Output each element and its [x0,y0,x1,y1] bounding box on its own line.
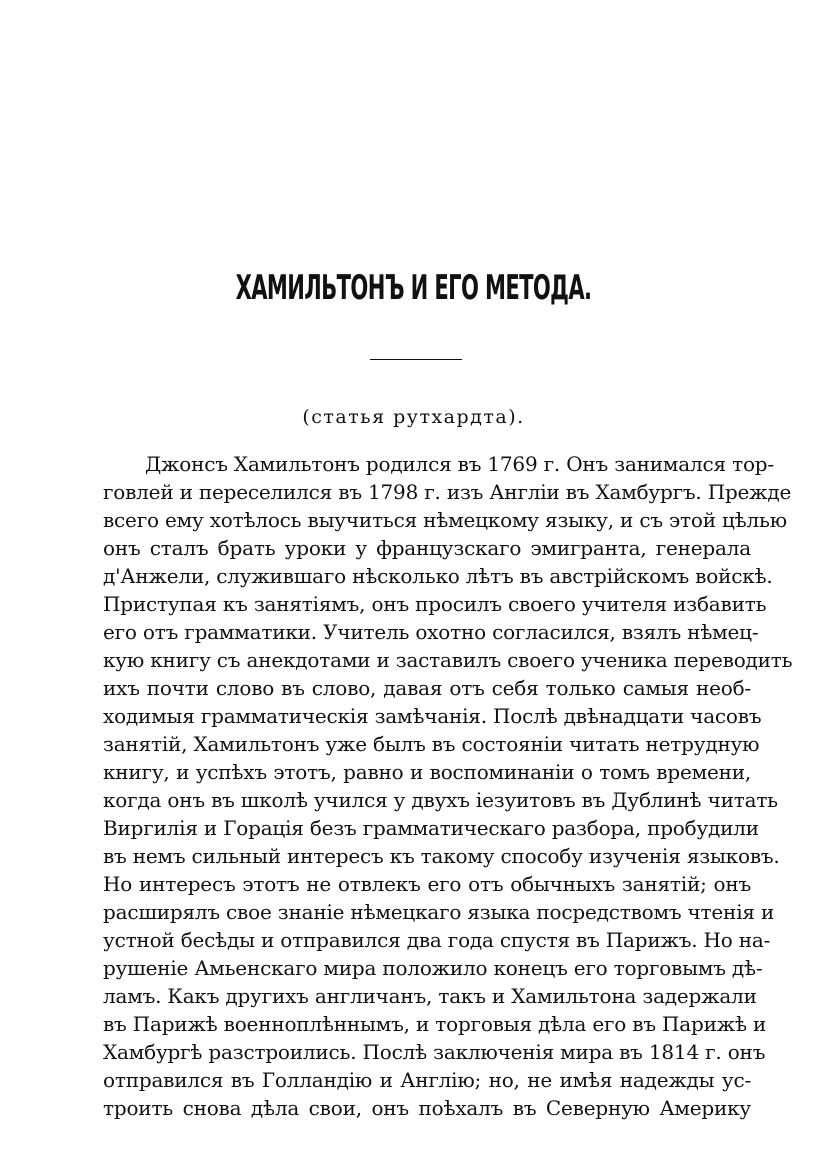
page-subtitle: (статья рутхардта). [302,406,525,428]
text-line: говлей и переселился въ 1798 г. изъ Англіи въ Хамбургъ. Прежде [103,480,792,504]
text-line: рушеніе Амьенскаго мира положило конецъ его торговымъ дѣ- [103,956,763,980]
title-divider [370,359,462,360]
text-line: д'Анжели, служившаго нѣсколько лѣтъ въ австрійскомъ войскѣ. [103,564,773,588]
body-paragraph [103,450,793,1122]
page-title: ХАМИЛЬТОНЪ И ЕГО МЕТОДА. [235,268,592,308]
text-line: Приступая къ занятіямъ, онъ просилъ своего учителя избавить [103,592,767,616]
text-line: устной бесѣды и отправился два года спустя въ Парижъ. Но на- [103,928,771,952]
text-line: ихъ почти слово въ слово, давая отъ себя только самыя необ- [103,676,751,700]
text-line: Джонсъ Хамильтонъ родился въ 1769 г. Онъ занимался тор- [145,452,774,476]
text-line: Но интересъ этотъ не отвлекъ его отъ обычныхъ занятій; онъ [103,872,751,896]
text-line: ламъ. Какъ другихъ англичанъ, такъ и Хамильтона задержали [103,984,757,1008]
text-line: расширялъ свое знаніе нѣмецкаго языка посредствомъ чтенія и [103,900,775,924]
text-line: всего ему хотѣлось выучиться нѣмецкому языку, и съ этой цѣлью [103,508,787,532]
text-line: въ немъ сильный интересъ къ такому способу изученія языковъ. [103,844,780,868]
text-line: занятій, Хамильтонъ уже былъ въ состояніи читать нетрудную [103,732,760,756]
text-line: Хамбургѣ разстроились. Послѣ заключенія мира въ 1814 г. онъ [103,1040,766,1064]
text-line: отправился въ Голландію и Англію; но, не имѣя надежды ус- [103,1068,751,1092]
text-line: ходимыя грамматическія замѣчанія. Послѣ двѣнадцати часовъ [103,704,762,728]
text-line: книгу, и успѣхъ этотъ, равно и воспоминаніи о томъ времени, [103,760,751,784]
text-line: онъ сталъ брать уроки у французскаго эмигранта, генерала [103,536,751,560]
text-line: Виргилія и Горація безъ грамматическаго разбора, пробудили [103,816,759,840]
text-line: въ Парижѣ военноплѣннымъ, и торговыя дѣла его въ Парижѣ и [103,1012,767,1036]
text-line: кую книгу съ анекдотами и заставилъ своего ученика переводить [103,648,793,672]
text-line: троить снова дѣла свои, онъ поѣхалъ въ Северную Америку [103,1096,751,1120]
text-line: его отъ грамматики. Учитель охотно согласился, взялъ нѣмец- [103,620,759,644]
text-line: когда онъ въ школѣ учился у двухъ іезуитовъ въ Дублинѣ читать [103,788,778,812]
